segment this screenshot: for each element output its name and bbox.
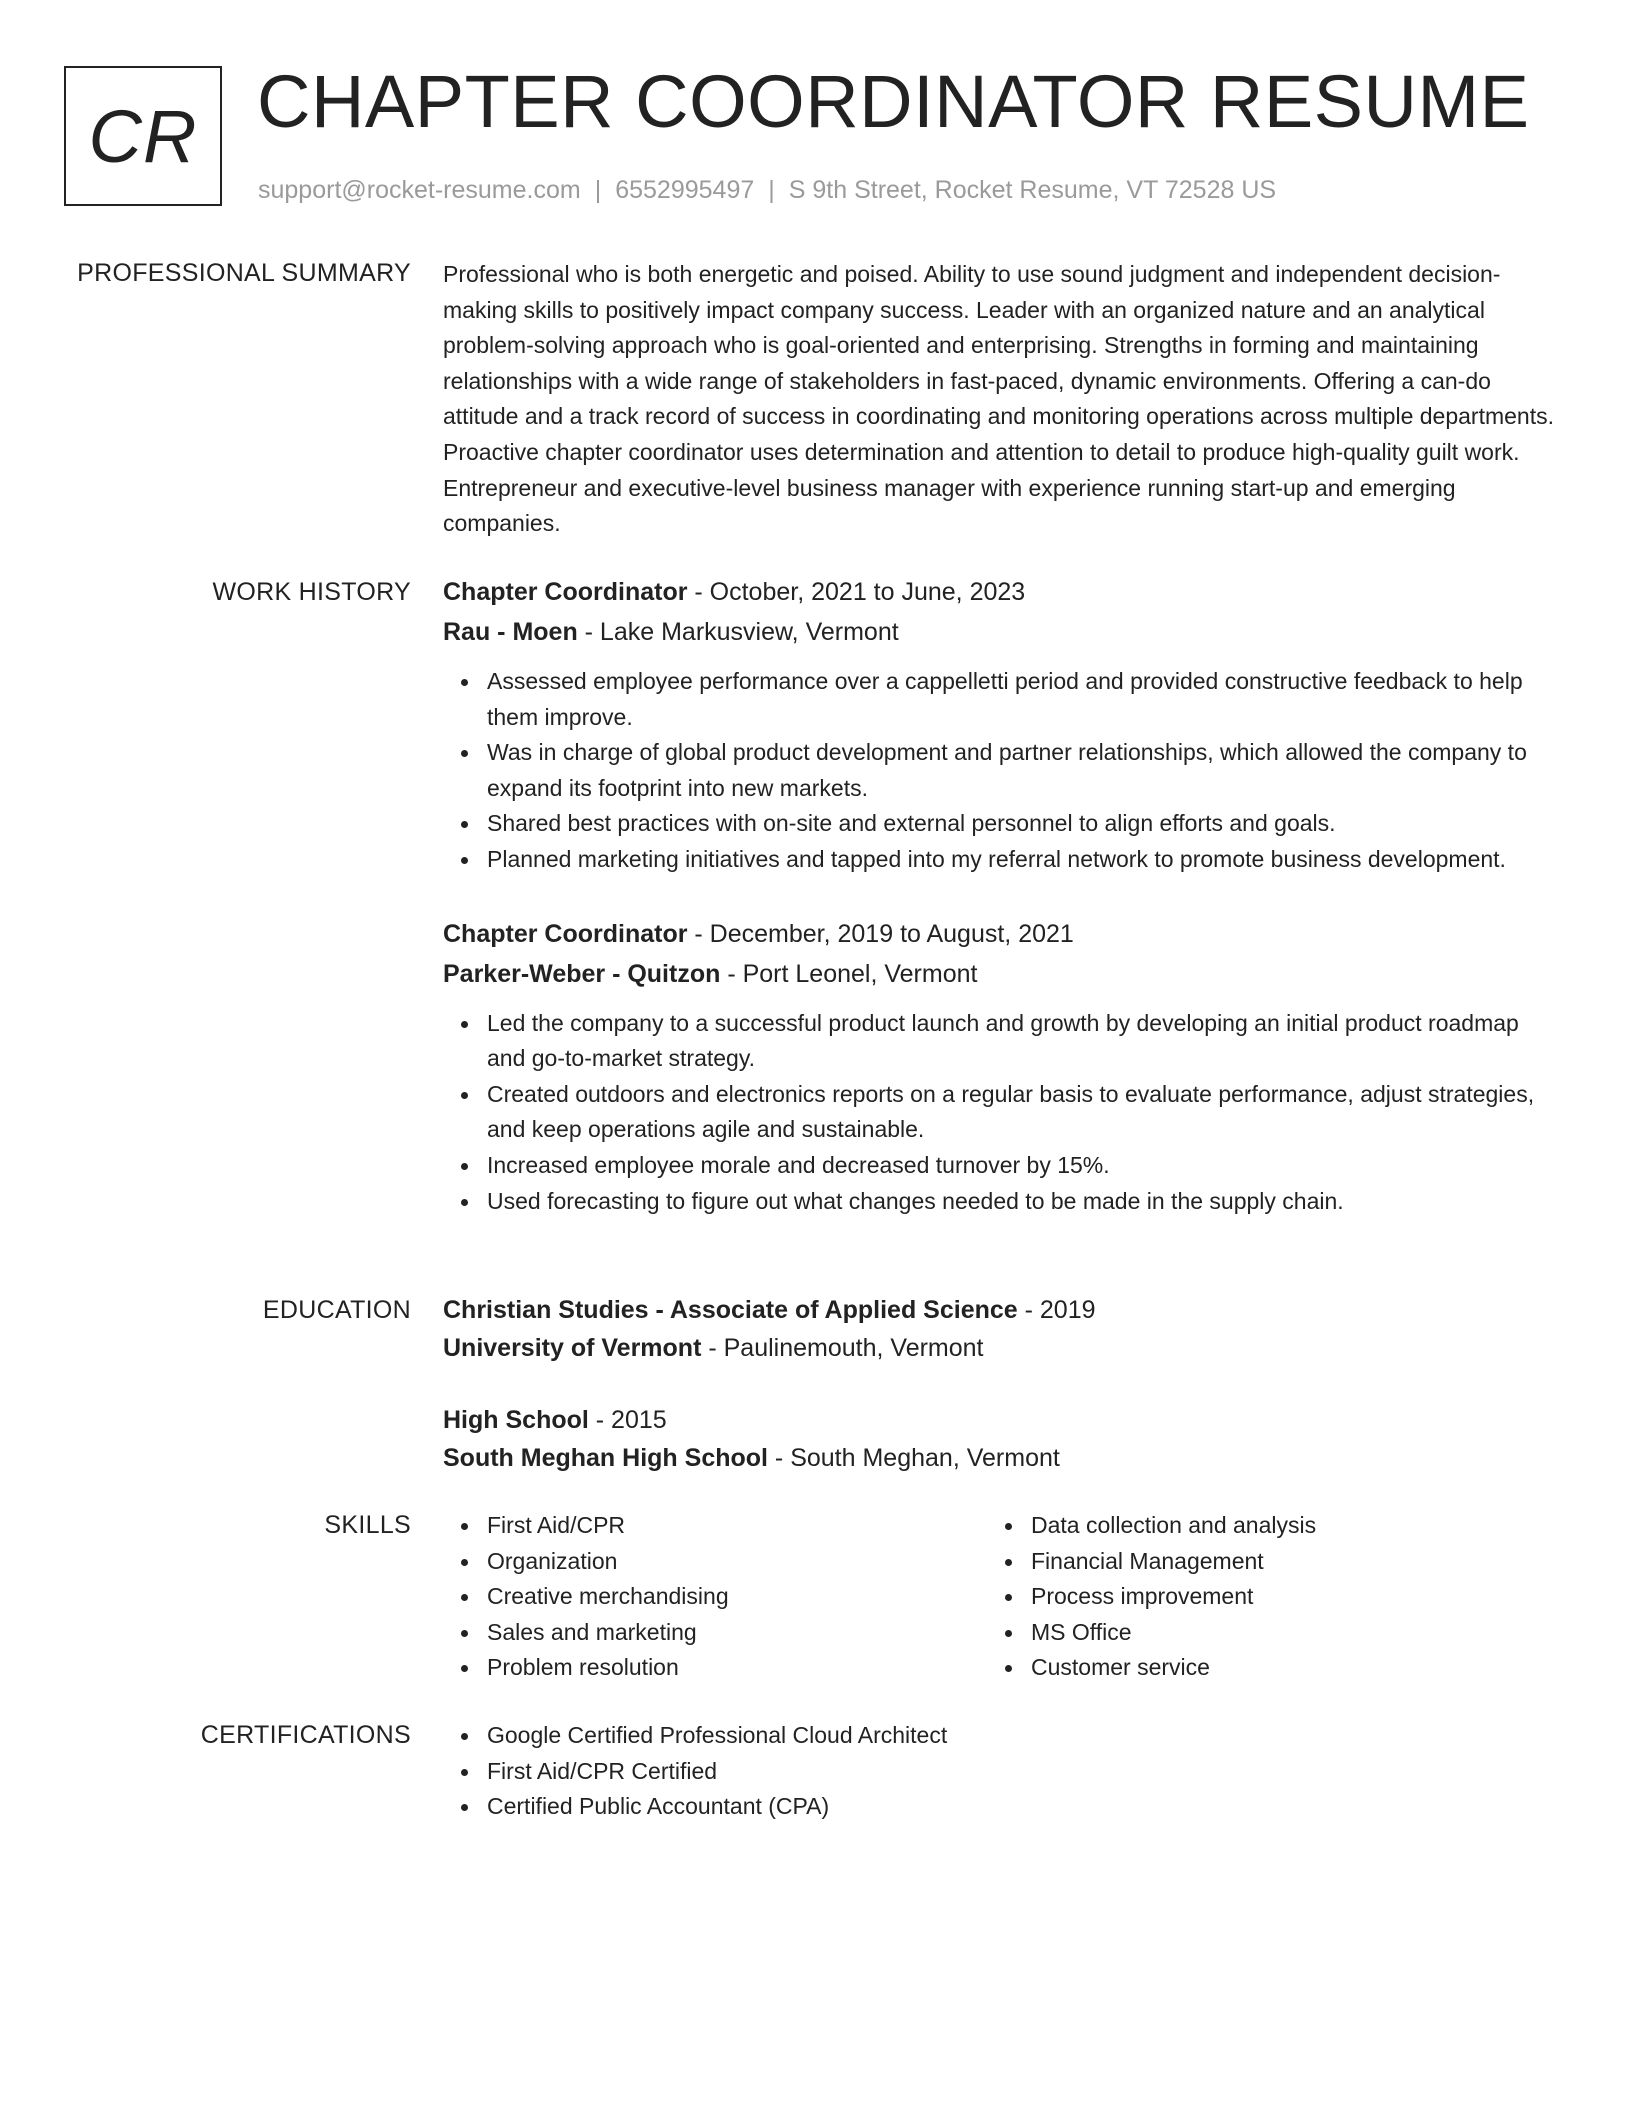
job-bullet: Planned marketing initiatives and tapped into my referral network to promote business development.	[487, 842, 1563, 878]
job-bullet: Used forecasting to figure out what changes needed to be made in the supply chain.	[487, 1184, 1563, 1220]
certification-item: Certified Public Accountant (CPA)	[487, 1789, 1563, 1825]
skill-item: Customer service	[1031, 1650, 1531, 1686]
job-location: - Port Leonel, Vermont	[720, 959, 978, 988]
skill-item: Organization	[487, 1544, 987, 1580]
skills-grid	[443, 1508, 1563, 1686]
education-school-line	[443, 1329, 1563, 1367]
job-dates: - October, 2021 to June, 2023	[687, 578, 1026, 606]
skill-item: Problem resolution	[487, 1650, 987, 1686]
certification-item: Google Certified Professional Cloud Architect	[487, 1718, 1563, 1754]
contact-phone[interactable]: 6552995497	[615, 176, 755, 204]
job-title-line	[443, 572, 1563, 612]
job-dates: - December, 2019 to August, 2021	[687, 919, 1074, 948]
job-company: Parker-Weber - Quitzon	[443, 959, 721, 988]
education-degree: Christian Studies - Associate of Applied Science	[443, 1296, 1018, 1324]
job-company-line	[443, 954, 1563, 994]
job-title: Chapter Coordinator	[443, 578, 688, 606]
section-label-education: EDUCATION	[262, 1296, 411, 1324]
skill-item: Process improvement	[1031, 1579, 1531, 1615]
education-year: - 2019	[1017, 1296, 1096, 1324]
skill-item: Creative merchandising	[487, 1579, 987, 1615]
skills-column-left	[443, 1508, 987, 1686]
job-entry	[443, 914, 1563, 1220]
monogram-box	[64, 66, 222, 206]
education-school-line	[443, 1439, 1563, 1477]
skill-item: Data collection and analysis	[1031, 1508, 1531, 1544]
summary-body	[443, 257, 1563, 542]
education-location: - Paulinemouth, Vermont	[701, 1334, 984, 1362]
skills-body	[443, 1508, 1563, 1686]
job-bullet: Assessed employee performance over a cappelletti period and provided constructive feedback to help them improve.	[487, 664, 1563, 735]
work-history-body	[443, 572, 1563, 1255]
skill-item: Sales and marketing	[487, 1615, 987, 1651]
job-bullet: Created outdoors and electronics reports on a regular basis to evaluate performance, adjust strategies, and keep operations agile and sustainable.	[487, 1077, 1563, 1148]
section-label-summary: PROFESSIONAL SUMMARY	[77, 259, 411, 287]
skills-list	[987, 1508, 1531, 1686]
job-title-line	[443, 914, 1563, 954]
contact-separator: |	[594, 176, 602, 204]
education-entry	[443, 1401, 1563, 1477]
education-school: South Meghan High School	[443, 1444, 768, 1472]
skill-item: Financial Management	[1031, 1544, 1531, 1580]
section-label-skills: SKILLS	[324, 1511, 411, 1539]
certifications-body	[443, 1718, 1563, 1825]
contact-separator: |	[768, 176, 775, 204]
skill-item: MS Office	[1031, 1615, 1531, 1651]
job-location: - Lake Markusview, Vermont	[577, 618, 899, 646]
skills-list	[443, 1508, 987, 1686]
education-location: - South Meghan, Vermont	[767, 1444, 1060, 1472]
job-bullet: Was in charge of global product development and partner relationships, which allowed the company to expand its footprint into new markets.	[487, 735, 1563, 806]
job-bullet: Led the company to a successful product launch and growth by developing an initial product roadmap and go-to-market strategy.	[487, 1006, 1563, 1077]
certification-item: First Aid/CPR Certified	[487, 1754, 1563, 1790]
job-bullets	[443, 1006, 1563, 1220]
skills-column-right	[987, 1508, 1531, 1686]
summary-text: Professional who is both energetic and poised. Ability to use sound judgment and independent decision-making skills to positively impact company success. Leader with an organized nature and an analytical problem-solving approach who is goal-oriented and enterprising. Strengths in forming and maintaining relationships with a wide range of stakeholders in fast-paced, dynamic environments. Offering a can-do attitude and a track record of success in coordinating and monitoring operations across multiple departments. Proactive chapter coordinator uses determination and attention to detail to produce high-quality guilt work. Entrepreneur and executive-level business manager with experience running start-up and emerging companies.	[443, 261, 1554, 537]
education-degree: High School	[443, 1406, 589, 1434]
contact-line	[258, 174, 1276, 206]
contact-address: S 9th Street, Rocket Resume, VT 72528 US	[788, 176, 1277, 204]
section-label-certifications: CERTIFICATIONS	[200, 1721, 411, 1749]
job-entry	[443, 572, 1563, 878]
job-title: Chapter Coordinator	[443, 919, 688, 948]
contact-email[interactable]: support@rocket-resume.com	[258, 176, 581, 204]
job-bullets	[443, 664, 1563, 878]
job-bullet: Shared best practices with on-site and external personnel to align efforts and goals.	[487, 806, 1563, 842]
education-body	[443, 1291, 1563, 1511]
job-bullet: Increased employee morale and decreased turnover by 15%.	[487, 1148, 1563, 1184]
job-company-line	[443, 612, 1563, 652]
monogram-initials: CR	[88, 94, 198, 178]
education-degree-line	[443, 1291, 1563, 1329]
job-company: Rau - Moen	[443, 618, 578, 646]
education-degree-line	[443, 1401, 1563, 1439]
section-label-work-history: WORK HISTORY	[212, 578, 411, 606]
skill-item: First Aid/CPR	[487, 1508, 987, 1544]
resume-title: CHAPTER COORDINATOR RESUME	[257, 60, 1530, 143]
certifications-list	[443, 1718, 1563, 1825]
education-school: University of Vermont	[443, 1334, 702, 1362]
education-entry	[443, 1291, 1563, 1367]
education-year: - 2015	[588, 1406, 667, 1434]
